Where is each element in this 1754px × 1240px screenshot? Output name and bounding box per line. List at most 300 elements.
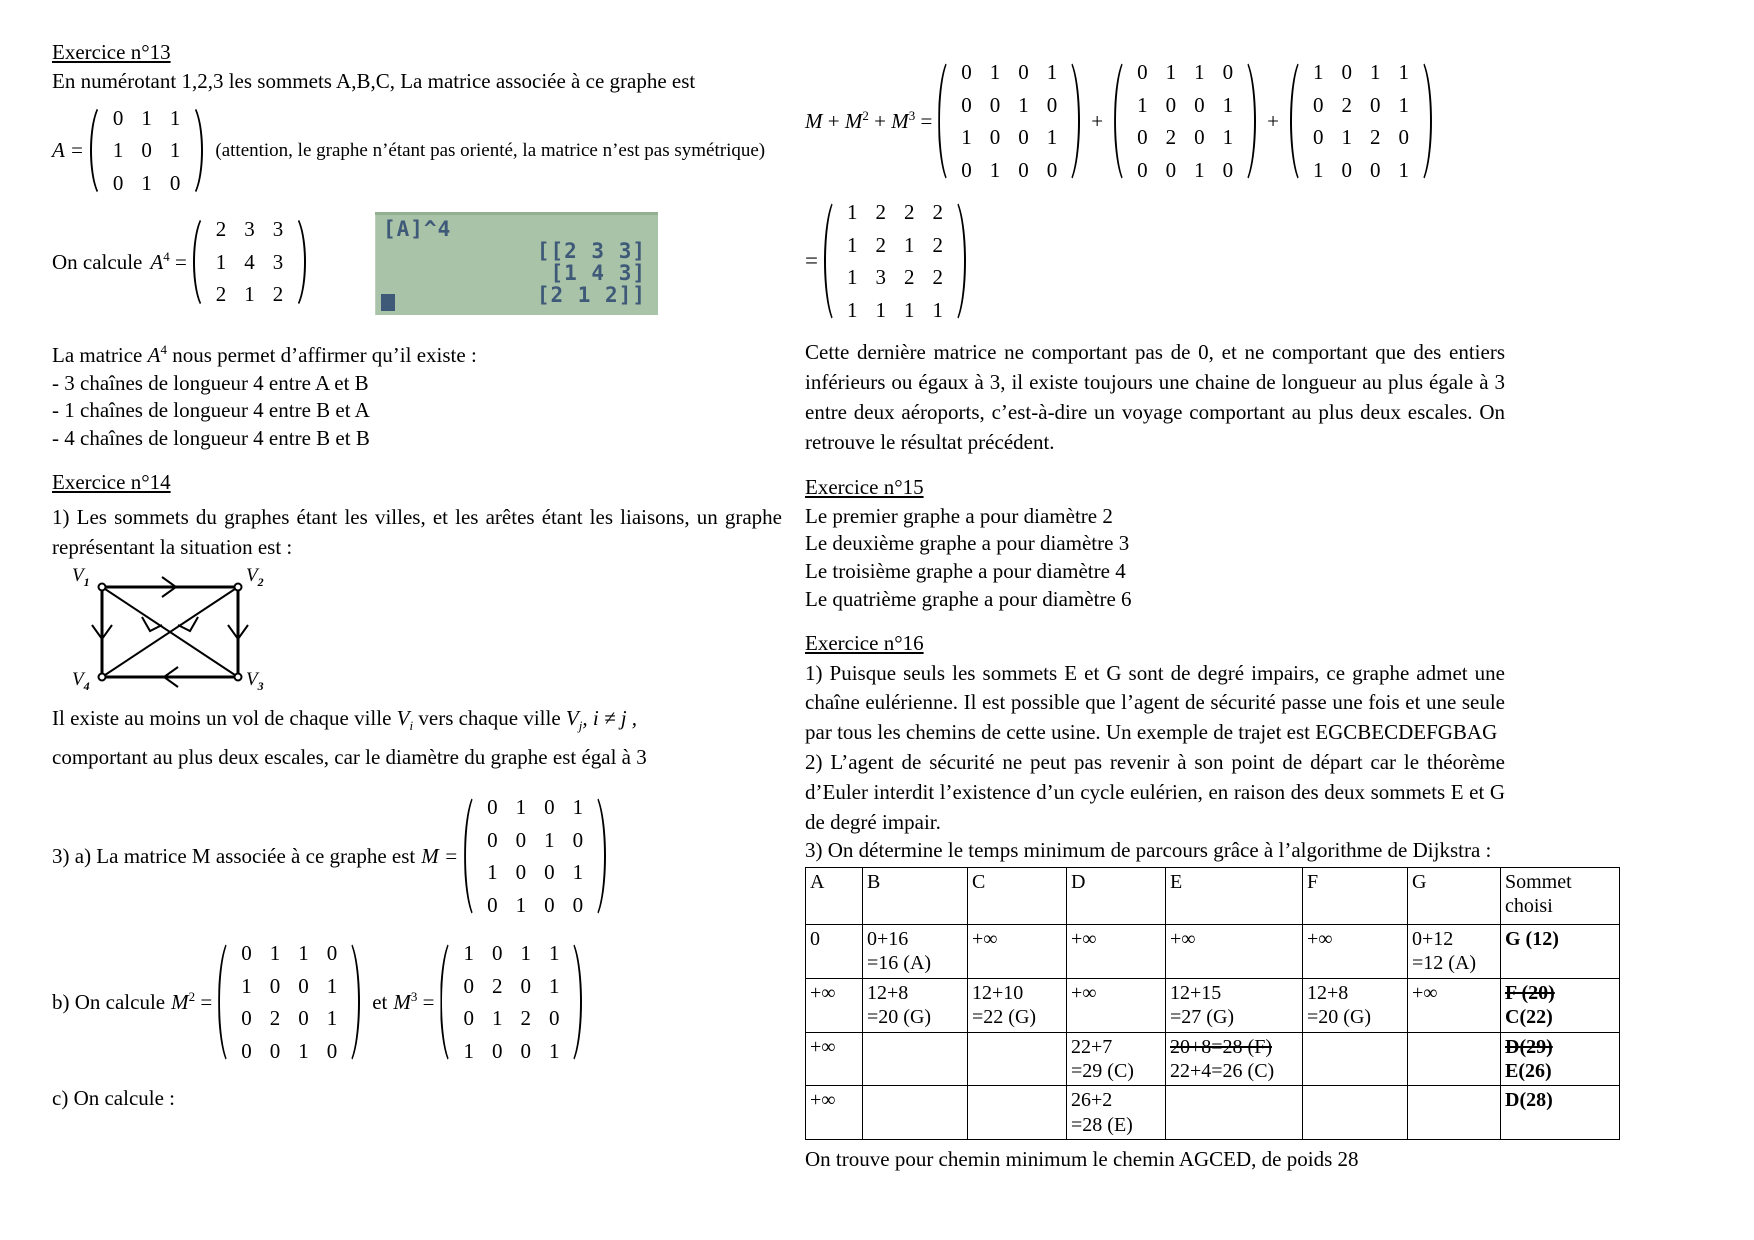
cell-line: 12+15 (1170, 981, 1222, 1004)
table-cell (1501, 1032, 1620, 1086)
dijkstra-table (805, 867, 1620, 1140)
cell-line: =22 (G) (972, 1006, 1037, 1029)
cell-line: =20 (G) (1307, 1006, 1372, 1029)
table-cell (806, 1032, 863, 1086)
table-cell (968, 925, 1067, 979)
col-header-a: A (806, 868, 863, 925)
cell: 2 (932, 200, 943, 225)
cell: 2 (875, 200, 886, 225)
paren-left (935, 54, 948, 188)
result-matrix-grid (834, 194, 956, 328)
conclusion-lead-text: La matrice (52, 343, 143, 367)
table-cell (1067, 1032, 1166, 1086)
matrix-M3 (437, 935, 585, 1069)
cell: 1 (1194, 157, 1205, 182)
table-cell (1408, 1086, 1501, 1140)
matrix-M-grid (474, 789, 596, 923)
sum-matrix-1 (935, 54, 1083, 188)
matrix-A4 (190, 211, 310, 313)
cell-line: =29 (C) (1071, 1060, 1134, 1083)
cell: 0 (544, 794, 555, 819)
table-cell (1067, 978, 1166, 1032)
cell: 2 (903, 200, 915, 225)
matrix-M2 (215, 935, 363, 1069)
cell: 0 (548, 1006, 560, 1031)
table-cell (1501, 925, 1620, 979)
cell: 0 (269, 1038, 281, 1063)
cell: 2 (491, 973, 503, 998)
cell: 0 (269, 973, 281, 998)
cell: 0 (961, 60, 972, 84)
plus-sign: + (1267, 108, 1279, 133)
cell: 1 (244, 282, 255, 307)
cell: 2 (875, 232, 886, 257)
cell: 0 (1341, 157, 1352, 182)
cell: 0 (1165, 157, 1177, 182)
cell: 0 (1018, 157, 1029, 182)
cell: 0 (520, 973, 531, 998)
exercise-14-text3: comportant au plus deux escales, car le diamètre du graphe est égal à 3 (52, 745, 647, 770)
exercise-16-title: Exercice n°16 (805, 630, 924, 655)
paren-left (437, 935, 450, 1069)
cell-line: =20 (G) (867, 1006, 932, 1029)
cell: 0 (1369, 157, 1381, 182)
cell: 0 (544, 892, 555, 917)
conclusion-matrix-A: A (147, 343, 161, 367)
cell: 1 (989, 157, 1001, 182)
exercise-14-title: Exercice n°14 (52, 469, 171, 494)
sum-matrix-2 (1111, 54, 1259, 188)
plus-sign: + (1091, 108, 1104, 133)
exercise-13-title: Exercice n°13 (52, 40, 171, 64)
cell: 0 (1341, 60, 1352, 84)
cell-line: =12 (A) (1412, 952, 1477, 975)
sum-label: $M + M^2 + M^3$ = (805, 108, 933, 134)
cell-line: +∞ (810, 1089, 836, 1112)
matrix-A-equation (52, 100, 782, 202)
cell: 4 (244, 249, 255, 274)
matrix-sum-equation (805, 54, 1505, 188)
sum-matrix-3 (1287, 54, 1435, 188)
cell: 0 (1046, 92, 1058, 117)
final-conclusion: On trouve pour chemin minimum le chemin AGCED, de poids 28 (805, 1147, 1359, 1172)
cell: 1 (989, 60, 1001, 84)
paren-right (296, 211, 309, 313)
cell: 1 (169, 105, 181, 130)
table-row (806, 1032, 1620, 1086)
cell: 2 (1341, 92, 1352, 117)
table-row (806, 1086, 1620, 1140)
cell: 0 (1312, 125, 1324, 150)
table-cell (863, 1032, 968, 1086)
text-part: , i ≠ j , (582, 705, 638, 730)
paren-left (1287, 54, 1300, 188)
table-cell (1303, 1032, 1408, 1086)
cell: 1 (1137, 92, 1148, 117)
matrix-M-equation (52, 789, 782, 923)
cell: 3 (272, 217, 284, 242)
cell-line: F (20) (1505, 981, 1555, 1004)
cell: 1 (1046, 60, 1058, 84)
cell: 0 (1046, 157, 1058, 182)
vertex-label-v3: $V_3$ (246, 668, 264, 693)
exercise-14-q3a: 3) a) La matrice M associée à ce graphe est (52, 843, 416, 868)
col-header-f: F (1303, 868, 1408, 925)
right-column (805, 40, 1572, 1174)
paren-left (821, 194, 834, 328)
cell: 0 (961, 92, 972, 117)
cell: 1 (298, 941, 309, 966)
cell: 1 (1398, 60, 1409, 84)
paren-right (1070, 54, 1083, 188)
paren-left (87, 100, 100, 202)
cell-line: 0 (810, 928, 820, 951)
cell: 0 (515, 860, 527, 885)
cell: 0 (141, 138, 152, 163)
cell: 0 (487, 794, 498, 819)
table-header-row (806, 868, 1620, 925)
result-equals: = (805, 248, 818, 274)
vi-symbol: $V_i$ (396, 705, 414, 733)
chain-item: - 1 chaînes de longueur 4 entre B et A (52, 398, 370, 423)
cell: 1 (1369, 60, 1381, 84)
cell: 1 (1312, 60, 1324, 84)
diameter-line: Le premier graphe a pour diamètre 2 (805, 503, 1113, 528)
sum-matrix-3-grid (1300, 54, 1422, 188)
cell: 0 (298, 973, 309, 998)
graph-diagram (70, 564, 270, 694)
cell: 2 (1165, 125, 1177, 150)
table-cell (1166, 1032, 1303, 1086)
cell: 0 (1018, 60, 1029, 84)
cell: 0 (1312, 92, 1324, 117)
matrix-A-grid (100, 100, 194, 202)
cell: 1 (298, 1038, 309, 1063)
cell: 2 (932, 232, 943, 257)
cell-line: +∞ (1071, 928, 1097, 951)
cell: 2 (272, 282, 284, 307)
exercise-16-q3: 3) On détermine le temps minimum de parcours grâce à l’algorithme de Dijkstra : (805, 838, 1492, 863)
cell: 1 (1046, 125, 1058, 150)
cell: 1 (875, 297, 886, 322)
cell: 0 (961, 157, 972, 182)
calculator-cursor (381, 294, 395, 311)
matrix-M-label: M = (421, 843, 459, 868)
cell: 1 (932, 297, 943, 322)
cell-line: 22+4=26 (C) (1170, 1060, 1275, 1083)
table-cell (863, 978, 968, 1032)
cell-line: 0+16 (867, 928, 909, 951)
calculator-result-row1: [[2 3 3] (536, 239, 646, 263)
cell: 0 (1194, 125, 1205, 150)
calc-label: On calcule (52, 249, 143, 274)
table-cell (863, 925, 968, 979)
cell-line: 0+12 (1412, 928, 1454, 951)
cell: 1 (1194, 60, 1205, 84)
cell-line: +∞ (810, 981, 836, 1004)
cell: 1 (515, 892, 527, 917)
matrix-M (461, 789, 609, 923)
cell: 0 (112, 105, 124, 130)
cell: 0 (491, 941, 503, 966)
cell-line: G (12) (1505, 928, 1559, 951)
sum-matrix-1-grid (948, 54, 1070, 188)
table-cell (863, 1086, 968, 1140)
cell-line: +∞ (810, 1035, 836, 1058)
cell: 0 (241, 941, 252, 966)
cell-line: E(26) (1505, 1060, 1552, 1083)
paren-right (596, 789, 609, 923)
cell: 1 (1018, 92, 1029, 117)
conclusion-lead-rest: nous permet d’affirmer qu’il existe : (172, 343, 477, 367)
cell-line: 20+8=28 (F) (1170, 1035, 1273, 1058)
cell: 1 (491, 1006, 503, 1031)
cell: 0 (1398, 125, 1409, 150)
cell: 1 (961, 125, 972, 150)
table-cell (806, 1086, 863, 1140)
cell: 1 (169, 138, 181, 163)
cell: 1 (548, 1038, 560, 1063)
cell: 1 (112, 138, 124, 163)
cell-line: 12+8 (867, 981, 909, 1004)
cell: 0 (241, 1038, 252, 1063)
paren-left (461, 789, 474, 923)
table-cell (1408, 925, 1501, 979)
cell: 0 (520, 1038, 531, 1063)
cell: 2 (215, 217, 227, 242)
cell: 1 (515, 794, 527, 819)
cell: 1 (846, 265, 858, 290)
cell-line: +∞ (972, 928, 998, 951)
diameter-line: Le quatrième graphe a pour diamètre 6 (805, 586, 1132, 611)
matrix-A4-exponent: 4 (163, 249, 170, 265)
matrix-A-note: (attention, le graphe n’étant pas orienté, la matrice n’est pas symétrique) (215, 139, 766, 161)
cell: 1 (846, 232, 858, 257)
cell-line: =28 (E) (1071, 1113, 1133, 1136)
table-cell (1408, 1032, 1501, 1086)
col-header-b: B (863, 868, 968, 925)
table-cell (1166, 1086, 1303, 1140)
cell: 1 (241, 973, 252, 998)
cell: 0 (491, 1038, 503, 1063)
cell: 0 (463, 973, 474, 998)
cell: 3 (272, 249, 284, 274)
chain-item: - 3 chaînes de longueur 4 entre A et B (52, 370, 369, 395)
text-part: Il existe au moins un vol de chaque ville (52, 705, 392, 730)
cell-line: =16 (A) (867, 952, 932, 975)
matrix-A-label: A = (52, 138, 84, 163)
paren-right (193, 100, 206, 202)
cell: 1 (572, 794, 584, 819)
and-label: et (372, 989, 388, 1014)
table-row (806, 978, 1620, 1032)
vertex-label-v2: $V_2$ (246, 564, 264, 589)
table-cell (806, 925, 863, 979)
table-cell (1166, 925, 1303, 979)
cell: 0 (487, 827, 498, 852)
table-cell (1408, 978, 1501, 1032)
table-cell (1303, 1086, 1408, 1140)
cell: 1 (544, 827, 555, 852)
table-cell (1303, 925, 1408, 979)
cell: 1 (520, 941, 531, 966)
cell: 1 (326, 973, 338, 998)
paren-right (350, 935, 363, 1069)
calculator-screen (375, 212, 658, 315)
exercise-16-q1: 1) Puisque seuls les sommets E et G sont de degré impairs, ce graphe admet une chaîne eulérienne. Il est possible que l’agent de sécurité passe une fois et une seule par tous les chemins de cette usine. Un exemple de trajet est EGCBECDEFGBAG (805, 660, 1505, 745)
cell-line: 12+10 (972, 981, 1024, 1004)
cell-line: 22+7 (1071, 1035, 1113, 1058)
table-cell (1067, 925, 1166, 979)
exercise-16-q2: 2) L’agent de sécurité ne peut pas revenir à son point de départ car le théorème d’Euler interdit l’existence d’un cycle eulérien, en raison des deux sommets E et G de degré impair. (805, 749, 1505, 834)
cell: 0 (112, 170, 124, 195)
cell: 0 (241, 1006, 252, 1031)
paren-right (1246, 54, 1259, 188)
matrix-M3-grid (450, 935, 572, 1069)
cell: 0 (169, 170, 181, 195)
cell: 1 (572, 860, 584, 885)
vertex-label-v1: $V_1$ (72, 564, 90, 589)
cell: 2 (1369, 125, 1381, 150)
cell-line: =27 (G) (1170, 1006, 1235, 1029)
paren-right (956, 194, 969, 328)
col-header-d: D (1067, 868, 1166, 925)
cell: 1 (487, 860, 498, 885)
cell: 0 (1194, 92, 1205, 117)
cell-line: D(29) (1505, 1035, 1553, 1058)
paren-left (215, 935, 228, 1069)
cell-line: C(22) (1505, 1006, 1553, 1029)
calculator-entry: [A]^4 (383, 217, 452, 241)
exercise-14-text2 (52, 704, 782, 736)
exercise-15-title: Exercice n°15 (805, 474, 924, 499)
cell-line: D(28) (1505, 1089, 1553, 1112)
cell: 1 (548, 941, 560, 966)
cell: 1 (1398, 92, 1409, 117)
col-header-e: E (1166, 868, 1303, 925)
cell: 0 (989, 125, 1001, 150)
cell: 1 (215, 249, 227, 274)
cell: 2 (520, 1006, 531, 1031)
conclusion-exponent: 4 (160, 342, 167, 357)
table-cell (1501, 1086, 1620, 1140)
diameter-line: Le troisième graphe a pour diamètre 4 (805, 559, 1126, 584)
cell: 1 (463, 941, 474, 966)
cell: 2 (269, 1006, 281, 1031)
table-cell (806, 978, 863, 1032)
cell: 1 (1222, 92, 1234, 117)
cell: 2 (932, 265, 943, 290)
cell-line: 26+2 (1071, 1089, 1113, 1112)
cell: 0 (1222, 157, 1234, 182)
vj-symbol: $V_j$ (565, 705, 583, 733)
cell: 0 (1018, 125, 1029, 150)
matrix-M2-label: $M^2$ = (171, 989, 213, 1015)
exercise-13-intro: En numérotant 1,2,3 les sommets A,B,C, La matrice associée à ce graphe est (52, 69, 696, 93)
cell: 1 (1165, 60, 1177, 84)
cell: 2 (903, 265, 915, 290)
conclusion-lead (52, 341, 782, 370)
cell: 1 (903, 232, 915, 257)
exercise-14-q3c: c) On calcule : (52, 1086, 176, 1111)
cell: 1 (326, 1006, 338, 1031)
cell-line: +∞ (1412, 981, 1438, 1004)
matrix-A4-label: A (150, 250, 164, 275)
cell: 1 (463, 1038, 474, 1063)
cell: 1 (548, 973, 560, 998)
cell: 0 (487, 892, 498, 917)
cell: 1 (846, 297, 858, 322)
paren-right (572, 935, 585, 1069)
cell: 1 (1222, 125, 1234, 150)
cell: 0 (1137, 157, 1148, 182)
cell: 0 (1165, 92, 1177, 117)
paren-left (190, 211, 203, 313)
cell: 3 (244, 217, 255, 242)
cell: 0 (298, 1006, 309, 1031)
paren-left (1111, 54, 1124, 188)
cell: 0 (515, 827, 527, 852)
cell: 0 (326, 1038, 338, 1063)
cell: 2 (215, 282, 227, 307)
table-cell (968, 1032, 1067, 1086)
matrix-M2-M3-equation (52, 935, 782, 1069)
cell: 1 (1398, 157, 1409, 182)
calculator-result-row3: [2 1 2]] (536, 283, 646, 307)
cell: 0 (1137, 125, 1148, 150)
result-explanation: Cette dernière matrice ne comportant pas de 0, et ne comportant que des entiers inférieurs ou égaux à 3, il existe toujours une chaine de longueur au plus égale à 3 entre deux aéroports, c’est-à-dire un voyage comportant au plus deux escales. On retrouve le résultat précédent. (805, 340, 1505, 454)
cell: 1 (269, 941, 281, 966)
cell: 0 (572, 827, 584, 852)
vertex-label-v4: $V_4$ (72, 668, 90, 693)
table-cell (968, 978, 1067, 1032)
table-body (806, 925, 1620, 1140)
table-cell (1501, 978, 1620, 1032)
result-matrix-equation (805, 194, 1505, 328)
cell-line: 12+8 (1307, 981, 1349, 1004)
cell: 1 (1341, 125, 1352, 150)
cell: 0 (989, 92, 1001, 117)
matrix-M3-label: $M^3$ = (393, 989, 435, 1015)
cell-line: +∞ (1170, 928, 1196, 951)
chain-item: - 4 chaînes de longueur 4 entre B et B (52, 426, 370, 451)
cell: 3 (875, 265, 886, 290)
cell: 0 (572, 892, 584, 917)
matrix-A (87, 100, 207, 202)
cell: 1 (1312, 157, 1324, 182)
cell: 0 (463, 1006, 474, 1031)
table-cell (968, 1086, 1067, 1140)
cell: 0 (1222, 60, 1234, 84)
paren-right (1422, 54, 1435, 188)
exercise-14-q1: 1) Les sommets du graphes étant les villes, et les arêtes étant les liaisons, un graphe représentant la situation est : (52, 504, 782, 559)
cell: 1 (141, 170, 152, 195)
table-row (806, 925, 1620, 979)
text-part: vers chaque ville (418, 705, 561, 730)
result-matrix (821, 194, 969, 328)
cell: 1 (903, 297, 915, 322)
cell: 0 (326, 941, 338, 966)
equals-sign: = (174, 250, 187, 275)
table-cell (1166, 978, 1303, 1032)
cell: 0 (544, 860, 555, 885)
col-header-g: G (1408, 868, 1501, 925)
matrix-A4-grid (203, 211, 297, 313)
cell: 0 (1137, 60, 1148, 84)
cell: 0 (1369, 92, 1381, 117)
col-header-chosen: Sommet choisi (1501, 868, 1620, 925)
cell-line: +∞ (1307, 928, 1333, 951)
